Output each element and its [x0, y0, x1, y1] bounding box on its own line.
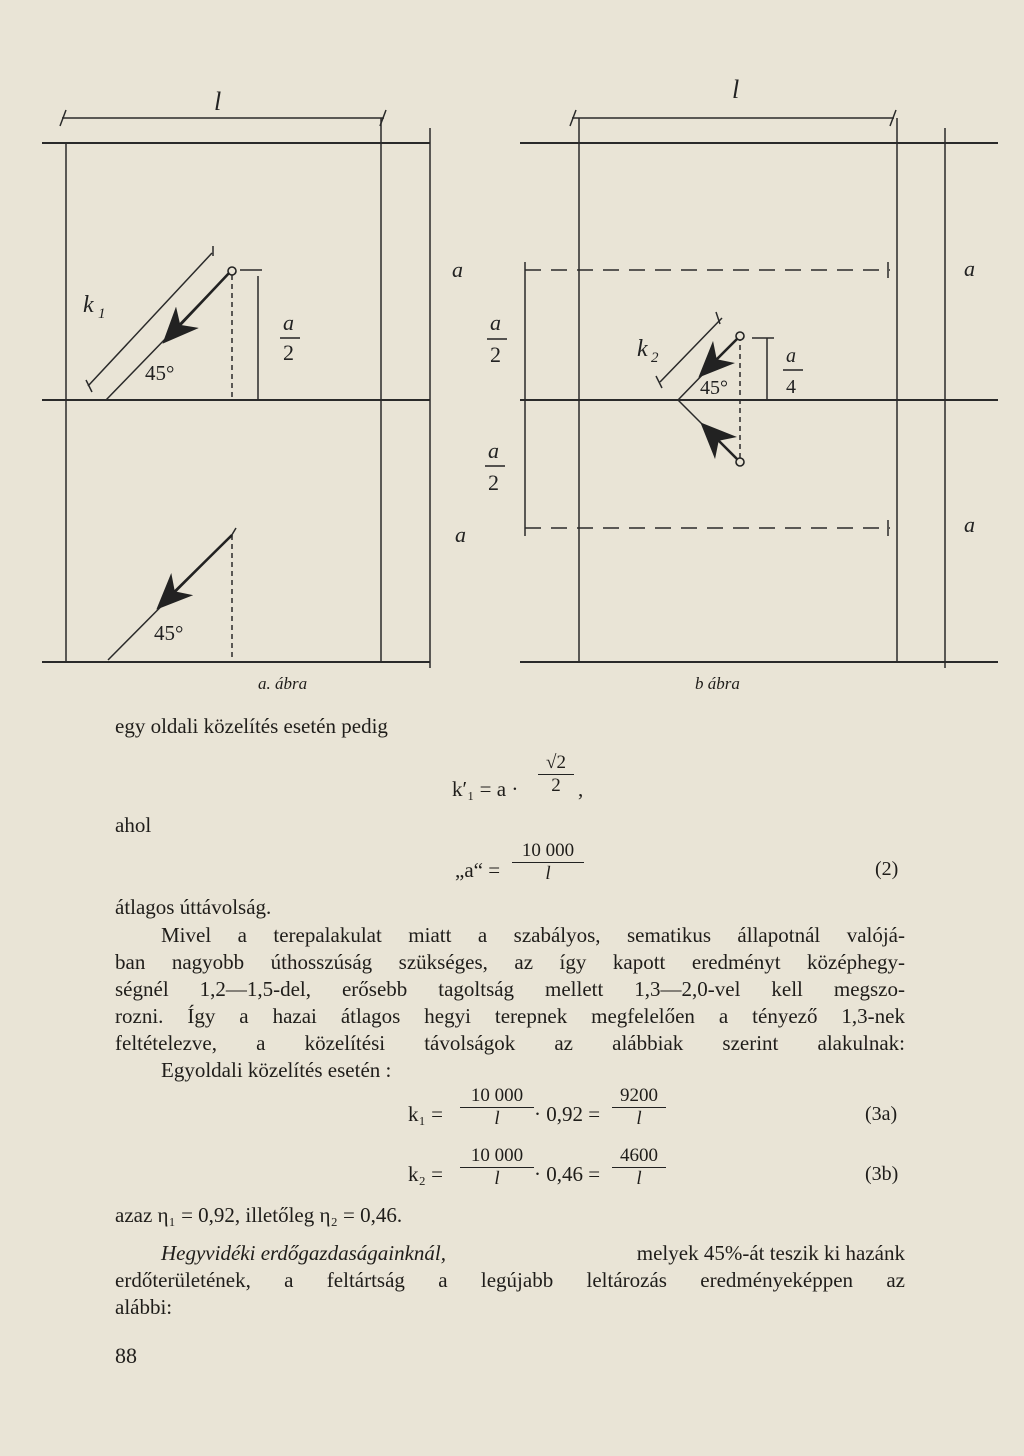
- eq1-fraction: [538, 752, 574, 797]
- para2-italic-lead: Hegyvidéki erdőgazdaságainknál,: [161, 1241, 446, 1265]
- eq3a-lhs: k₁ =: [408, 1102, 443, 1126]
- eq3b-num1: 10 000: [470, 1145, 524, 1166]
- eq2-lhs: „a“ =: [455, 858, 501, 882]
- eq3b-lhs: k₂ =: [408, 1162, 443, 1186]
- eq3a-mid: · 0,92 =: [534, 1102, 601, 1126]
- eq3a-den1: l: [460, 1107, 534, 1130]
- eq2-denominator: l: [512, 862, 584, 885]
- eq1-lhs: k′₁ = a ·: [452, 777, 519, 801]
- label-a-half-mid-num: a: [490, 310, 501, 335]
- label-l-a: l: [214, 87, 222, 116]
- eq3b-num2: 4600: [620, 1145, 658, 1166]
- one-sided-heading: Egyoldali közelítés esetén :: [161, 1058, 392, 1082]
- eta-values: azaz η₁ = 0,92, illetőleg η₂ = 0,46.: [115, 1203, 403, 1227]
- eq3b-fraction-1: [460, 1145, 534, 1190]
- eq3b-den1: l: [460, 1167, 534, 1190]
- label-angle-a-lower: 45°: [154, 621, 184, 645]
- label-a-half-num: a: [283, 310, 294, 335]
- eq3a-num2: 9200: [620, 1085, 658, 1106]
- para2-line-1-rest: melyek 45%-át teszik ki hazánk: [636, 1241, 905, 1265]
- eq2-numerator: 10 000: [521, 840, 575, 861]
- eq3a-den2: l: [612, 1107, 666, 1130]
- eq3b-den2: l: [612, 1167, 666, 1190]
- label-k2-sub: 2: [651, 350, 659, 366]
- ahol-word: ahol: [115, 813, 152, 837]
- para2-line-2: erdőterületének, a feltártság a legújabb leltározás eredményeképpen az: [115, 1268, 905, 1292]
- label-k1: k: [83, 292, 94, 318]
- label-a-half-mid-den: 2: [490, 342, 501, 367]
- para1-line-1: Mivel a terepalakulat miatt a szabályos, sematikus állapotnál valójá-: [161, 923, 905, 947]
- label-a-half-mid2-den: 2: [488, 470, 499, 495]
- label-a-right-upper: a: [964, 256, 975, 281]
- label-angle-a-upper: 45°: [145, 361, 175, 385]
- label-a-half-den: 2: [283, 340, 294, 365]
- label-a-half-mid2-num: a: [488, 438, 499, 463]
- para1-line-3: ségnél 1,2—1,5-del, erősebb tagoltság mellett 1,3—2,0-vel kell megszo-: [115, 977, 905, 1001]
- eq3a-fraction-1: [460, 1085, 534, 1130]
- avg-distance-text: átlagos úttávolság.: [115, 895, 272, 919]
- para1-line-4: rozni. Így a hazai átlagos hegyi terepnek megfelelően a tényező 1,3-nek: [115, 1004, 905, 1028]
- one-side-intro: egy oldali közelítés esetén pedig: [115, 714, 388, 738]
- figure-road-spacing-diagram: [0, 0, 1024, 700]
- eq1-numerator: √2: [546, 752, 566, 773]
- label-a-mid-upper: a: [452, 257, 463, 282]
- para2-line-1: [115, 1240, 905, 1267]
- page-number: 88: [115, 1343, 137, 1368]
- para1-line-5: feltételezve, a közelítési távolságok az alábbiak szerint alakulnak:: [115, 1031, 905, 1055]
- label-l-b: l: [732, 75, 740, 104]
- label-a-quarter-den: 4: [786, 376, 796, 398]
- label-a-mid-lower: a: [455, 522, 466, 547]
- caption-figure-a: a. ábra: [258, 674, 308, 693]
- eq2-number: (2): [875, 858, 899, 880]
- caption-figure-b: b ábra: [695, 674, 740, 693]
- figure-a: [42, 110, 430, 668]
- label-angle-b: 45°: [700, 377, 728, 399]
- para1-line-2: ban nagyobb úthosszúság szükséges, az így kapott eredményt középhegy-: [115, 950, 905, 974]
- eq3b-number: (3b): [865, 1163, 899, 1185]
- eq3a-num1: 10 000: [470, 1085, 524, 1106]
- label-a-quarter-num: a: [786, 345, 796, 367]
- eq1-tail: ,: [578, 777, 584, 801]
- label-a-right-lower: a: [964, 512, 975, 537]
- eq1-denominator: 2: [538, 774, 574, 797]
- figure-b: [520, 110, 998, 668]
- label-k2: k: [637, 336, 648, 362]
- eq3a-number: (3a): [865, 1103, 898, 1125]
- eq2-fraction: [512, 840, 584, 885]
- eq3b-fraction-2: [612, 1145, 666, 1190]
- eq3b-mid: · 0,46 =: [534, 1162, 601, 1186]
- para2-line-3: alábbi:: [115, 1295, 173, 1319]
- label-k1-sub: 1: [98, 306, 106, 322]
- eq3a-fraction-2: [612, 1085, 666, 1130]
